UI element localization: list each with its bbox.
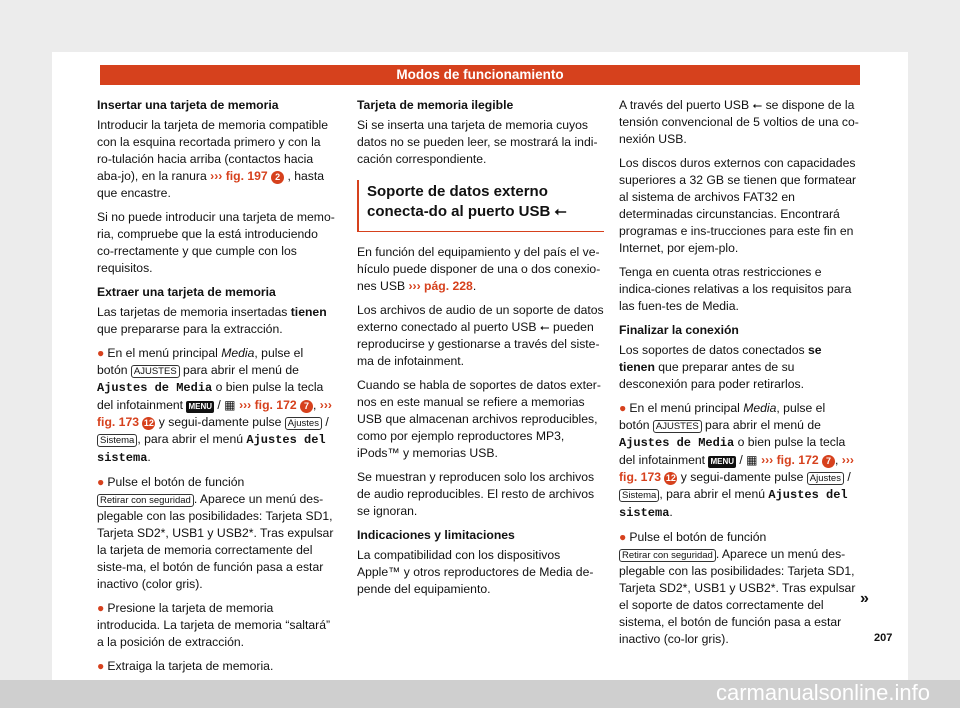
bullet-icon: ● [97,659,105,673]
fig-ref[interactable]: ››› fig. 173 [97,398,332,429]
column-2 [357,97,604,605]
bullet-icon: ● [619,401,627,415]
heading-insert-card: Insertar una tarjeta de memoria [97,98,279,112]
ajustes-key: AJUSTES [131,365,180,378]
bullet-press: ● Presione la tarjeta de memoria introducida. La tarjeta de memoria “saltará” a la posición de extracción. [97,601,331,649]
para-extract: Las tarjetas de memoria insertadas tienen que prepararse para la extracción. [97,305,327,336]
para-playable: Se muestran y reproducen solo los archivos de audio reproducibles. El resto de archivos se ignoran. [357,470,595,518]
para-audio-files: Los archivos de audio de un soporte de datos externo conectado al puerto USB ⭠ pueden reproducirse y gestionarse a través del siste-ma de infotainment. [357,303,604,368]
sistema-button: Sistema [97,434,137,447]
heading-end-connection: Finalizar la conexión [619,323,739,337]
para-restrictions: Tenga en cuenta otras restricciones e indica-ciones relativas a los requisitos para las fuen-tes de Media. [619,265,852,313]
menu-key-icon: MENU [710,457,734,466]
para-external-media: Cuando se habla de soportes de datos exter-nos en este manual se refiere a memorias USB que almacenan archivos reproducibles, como por ejemplo reproductores MP3, iPods™ y memorias USB. [357,378,601,460]
menu-key-icon: MENU [188,402,212,411]
ajustes-button: Ajustes [285,417,322,430]
ajustes-key: AJUSTES [653,420,702,433]
page-number: 207 [874,632,893,644]
page-ref[interactable]: ››› pág. 228 [408,279,473,293]
retirar-button: Retirar con seguridad [97,494,194,507]
ajustes-button: Ajustes [807,472,844,485]
heading-limitations: Indicaciones y limitaciones [357,528,515,542]
para-compat: La compatibilidad con los dispositivos Apple™ y otros reproductores de Media de-pende del equipamiento. [357,548,594,596]
watermark: carmanualsonline.info [0,680,960,708]
bullet-icon: ● [97,346,105,360]
para-insert: Introducir la tarjeta de memoria compatible con la esquina recortada primero y con la ro-tulación hacia arriba (contactos hacia aba-jo), en la ranura ››› fig. 197 2 , hasta que encastre. [97,118,328,200]
usb-icon: ⭠ [554,203,567,220]
fig-ref[interactable]: ››› fig. 172 [239,398,297,412]
para-prepare: Los soportes de datos conectados se tienen que preparar antes de su desconexión para poder retirarlos. [619,343,822,391]
bullet-remove: ● Extraiga la tarjeta de memoria. [97,659,274,673]
para-fat32: Los discos duros externos con capacidades superiores a 32 GB se tienen que formatear al sistema de archivos FAT32 en determinadas circunstancias. Encontrará programas e ins-trucciones para este fin en Internet, por ejem-plo. [619,156,857,255]
callout-number: 12 [665,473,676,483]
bullet-retirar: ● Pulse el botón de función Retirar con seguridad . Aparece un menú des-plegable con las posibilidades: Tarjeta SD1, Tarjeta SD2*, USB1 y USB2*. Tras expulsar la tarjeta de memoria correctamente del siste-ma, el botón de función pasa a estar inactivo (color gris). [97,475,334,591]
column-1 [97,97,337,682]
para-check: Si no puede introducir una tarjeta de memo-ria, compruebe que la está introduciendo co-rrectamente y que cumple con los requisitos. [97,210,335,275]
bullet-icon: ● [619,530,627,544]
heading-unreadable: Tarjeta de memoria ilegible [357,98,514,112]
para-unreadable: Si se inserta una tarjeta de memoria cuyos datos no se pueden leer, se mostrará la indi-cación correspondiente. [357,118,598,166]
heading-extract-card: Extraer una tarjeta de memoria [97,285,276,299]
fig-ref[interactable]: ››› fig. 173 [619,453,854,484]
fig-ref[interactable]: ››› fig. 197 [210,169,268,183]
para-usb-connections: En función del equipamiento y del país el ve-hículo puede disponer de una o dos conexio-nes USB ››› pág. 228. [357,245,601,293]
bullet-menu: ● En el menú principal Media, pulse el botón AJUSTES para abrir el menú de Ajustes de Media o bien pulse la tecla del infotainment MENU / ▦ ››› fig. 172 7 , ››› fig. 173 12 y segui-damente pulse Ajustes / Sistema , para abrir el menú Ajustes del sistema. [97,346,332,465]
page-header: Modos de funcionamiento [100,65,860,85]
callout-number: 7 [822,455,835,468]
manual-page [52,52,908,708]
callout-number: 2 [271,171,284,184]
bullet-menu-2: ● En el menú principal Media, pulse el botón AJUSTES para abrir el menú de Ajustes de Media o bien pulse la tecla del infotainment MENU / ▦ ››› fig. 172 7 , ››› fig. 173 12 y segui-damente pulse Ajustes / Sistema , para abrir el menú Ajustes del sistema. [619,401,854,520]
callout-number: 12 [143,418,154,428]
bullet-retirar-2: ● Pulse el botón de función Retirar con seguridad . Aparece un menú des-plegable con las posibilidades: Tarjeta SD1, Tarjeta SD2*, USB1 y USB2*. Tras expulsar el soporte de datos correctamente del sistema, el botón de función pasa a estar inactivo (co-lor gris). [619,530,856,646]
para-voltage: A través del puerto USB ⭠ se dispone de la tensión convencional de 5 voltios de una co-nexión USB. [619,98,859,146]
column-3 [619,97,859,655]
bullet-icon: ● [97,601,105,615]
section-heading-usb: Soporte de datos externo conecta-do al puerto USB ⭠ [357,180,604,232]
fig-ref[interactable]: ››› fig. 172 [761,453,819,467]
bullet-icon: ● [97,475,105,489]
sistema-button: Sistema [619,489,659,502]
continue-mark: » [860,590,869,607]
retirar-button: Retirar con seguridad [619,549,716,562]
callout-number: 7 [300,400,313,413]
